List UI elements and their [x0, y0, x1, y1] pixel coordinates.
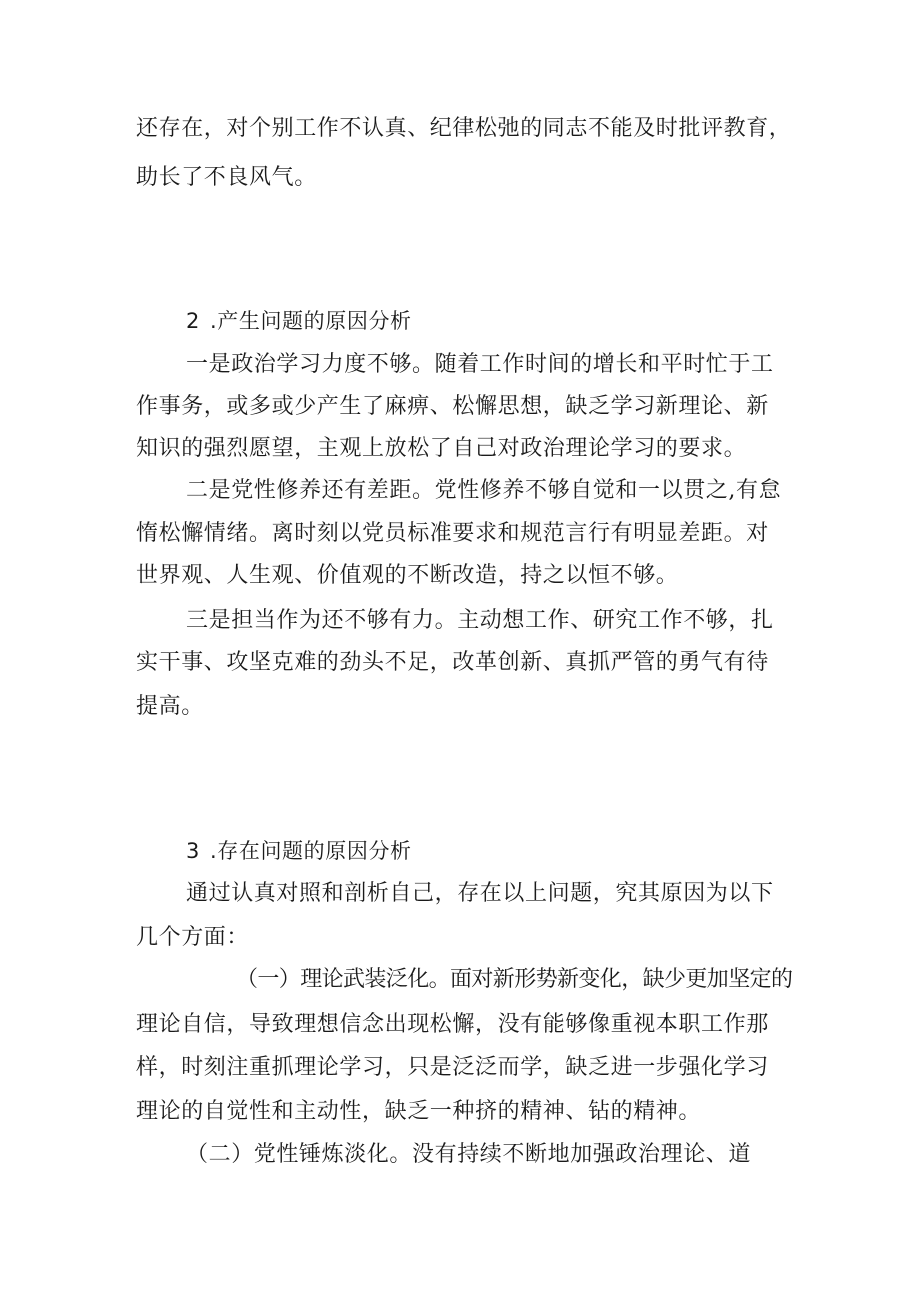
paragraph-line: 提高。 [136, 694, 204, 719]
paragraph-line: 实干事、攻坚克难的劲头不足，改革创新、真抓严管的勇气有待 [136, 650, 769, 675]
section-heading-3 [186, 836, 846, 866]
paragraph-line: 二是党性修养还有差距。党性修养不够自觉和一以贯之,有怠 [186, 478, 782, 503]
paragraph-line: 还存在，对个别工作不认真、纪律松弛的同志不能及时批评教育， [136, 116, 792, 141]
paragraph-line: 助长了不良风气。 [136, 165, 317, 190]
paragraph-line: 知识的强烈愿望，主观上放松了自己对政治理论学习的要求。 [136, 436, 747, 461]
section-title: .存在问题的原因分析 [209, 839, 412, 863]
paragraph-line: （二）党性锤炼淡化。没有持续不断地加强政治理论、道 [186, 1142, 752, 1167]
paragraph-line: 作事务，或多或少产生了麻痹、松懈思想，缺乏学习新理论、新 [136, 394, 769, 419]
section-title: .产生问题的原因分析 [209, 309, 412, 333]
section-heading-2 [186, 306, 846, 336]
paragraph-line: 一是政治学习力度不够。随着工作时间的增长和平时忙于工 [186, 352, 774, 377]
paragraph-line: 理论自信，导致理想信念出现松懈，没有能够像重视本职工作那 [136, 1012, 769, 1037]
paragraph-line: 样，时刻注重抓理论学习，只是泛泛而学，缺乏进一步强化学习 [136, 1055, 769, 1080]
paragraph-line: 通过认真对照和剖析自己，存在以上问题，究其原因为以下 [186, 881, 774, 906]
paragraph-line: 理论的自觉性和主动性，缺乏一种挤的精神、钻的精神。 [136, 1099, 702, 1124]
paragraph-line: 三是担当作为还不够有力。主动想工作、研究工作不够，扎 [186, 608, 774, 633]
paragraph-line: 世界观、人生观、价值观的不断改造，持之以恒不够。 [136, 563, 679, 588]
paragraph-line: 惰松懈情绪。离时刻以党员标准要求和规范言行有明显差距。对 [136, 521, 769, 546]
section-number: 2 [186, 309, 200, 333]
paragraph-line: （一）理论武装泛化。面对新形势新变化，缺少更加坚定的 [236, 967, 793, 992]
paragraph-line: 几个方面： [136, 925, 250, 950]
section-number: 3 [186, 839, 200, 863]
